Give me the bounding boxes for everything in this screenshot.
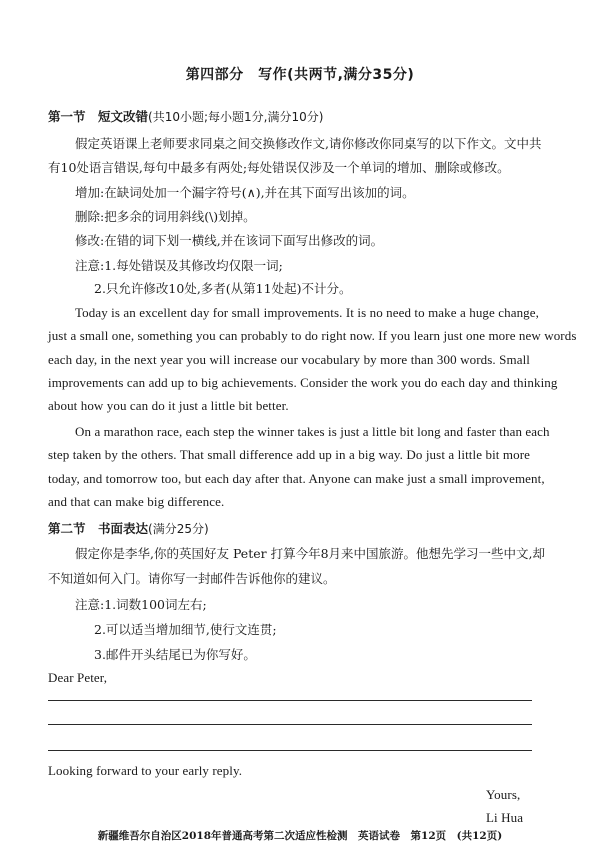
add-rule: 增加:在缺词处加一个漏字符号(∧),并在其下面写出该加的词。 bbox=[75, 185, 415, 200]
passage-line: step taken by the others. That small difference add up in a big way. Do just a little bit more bbox=[48, 447, 530, 462]
writing-line bbox=[48, 750, 532, 751]
section1-note-2: 2.只允许修改10处,多者(从第11处起)不计分。 bbox=[94, 281, 352, 296]
section1-note-1: 注意:1.每处错误及其修改均仅限一词; bbox=[75, 258, 283, 273]
passage-line: about how you can do it just a little bit better. bbox=[48, 398, 289, 413]
section1-heading bbox=[48, 108, 558, 126]
section2-note-3: 3.邮件开头结尾已为你写好。 bbox=[94, 647, 256, 662]
section2-prompt-2: 不知道如何入门。请你写一封邮件告诉他你的建议。 bbox=[48, 571, 336, 586]
section1-heading-text: 第一节 短文改错 bbox=[48, 109, 149, 124]
passage-line: just a small one, something you can probably to do right now. If you learn just one more new words bbox=[48, 328, 577, 343]
section2-heading-text: 第二节 书面表达 bbox=[48, 521, 149, 536]
section2-prompt-1: 假定你是李华,你的英国好友 Peter 打算今年8月来中国旅游。他想先学习一些中文,却 bbox=[75, 546, 545, 561]
section1-instruction-1: 假定英语课上老师要求同桌之间交换修改作文,请你修改你同桌写的以下作文。文中共 bbox=[75, 136, 542, 151]
writing-line bbox=[48, 700, 532, 701]
section2-heading-note: (满分25分) bbox=[148, 522, 209, 536]
delete-rule: 删除:把多余的词用斜线(\)划掉。 bbox=[75, 209, 256, 224]
letter-closing-line: Looking forward to your early reply. bbox=[48, 763, 243, 778]
passage-line: today, and tomorrow too, but each day after that. Anyone can make just a small improvement, bbox=[48, 471, 545, 486]
passage-line: On a marathon race, each step the winner takes is just a little bit long and faster than each bbox=[75, 424, 550, 439]
letter-signature: Li Hua bbox=[486, 810, 524, 825]
letter-salutation: Dear Peter, bbox=[48, 670, 108, 685]
passage-line: each day, in the next year you will increase our vocabulary by more than 300 words. Small bbox=[48, 352, 530, 367]
modify-rule: 修改:在错的词下划一横线,并在该词下面写出修改的词。 bbox=[75, 233, 384, 248]
section1-heading-note: (共10小题;每小题1分,满分10分) bbox=[148, 110, 324, 124]
letter-sign-off: Yours, bbox=[486, 787, 521, 802]
page-footer: 新疆维吾尔自治区2018年普通高考第二次适应性检测 英语试卷 第12页 (共12页) bbox=[97, 830, 503, 842]
section1-instruction-2: 有10处语言错误,每句中最多有两处;每处错误仅涉及一个单词的增加、删除或修改。 bbox=[48, 160, 510, 175]
part-title: 第四部分 写作(共两节,满分35分) bbox=[185, 67, 415, 83]
section2-note-2: 2.可以适当增加细节,使行文连贯; bbox=[94, 622, 277, 637]
section2-note-1: 注意:1.词数100词左右; bbox=[75, 597, 207, 612]
passage-line: Today is an excellent day for small improvements. It is no need to make a huge change, bbox=[75, 305, 539, 320]
passage-line: improvements can add up to big achievements. Consider the work you do each day and thinking bbox=[48, 375, 558, 390]
section2-heading bbox=[48, 520, 558, 538]
passage-line: and that can make big difference. bbox=[48, 494, 225, 509]
writing-line bbox=[48, 724, 532, 725]
